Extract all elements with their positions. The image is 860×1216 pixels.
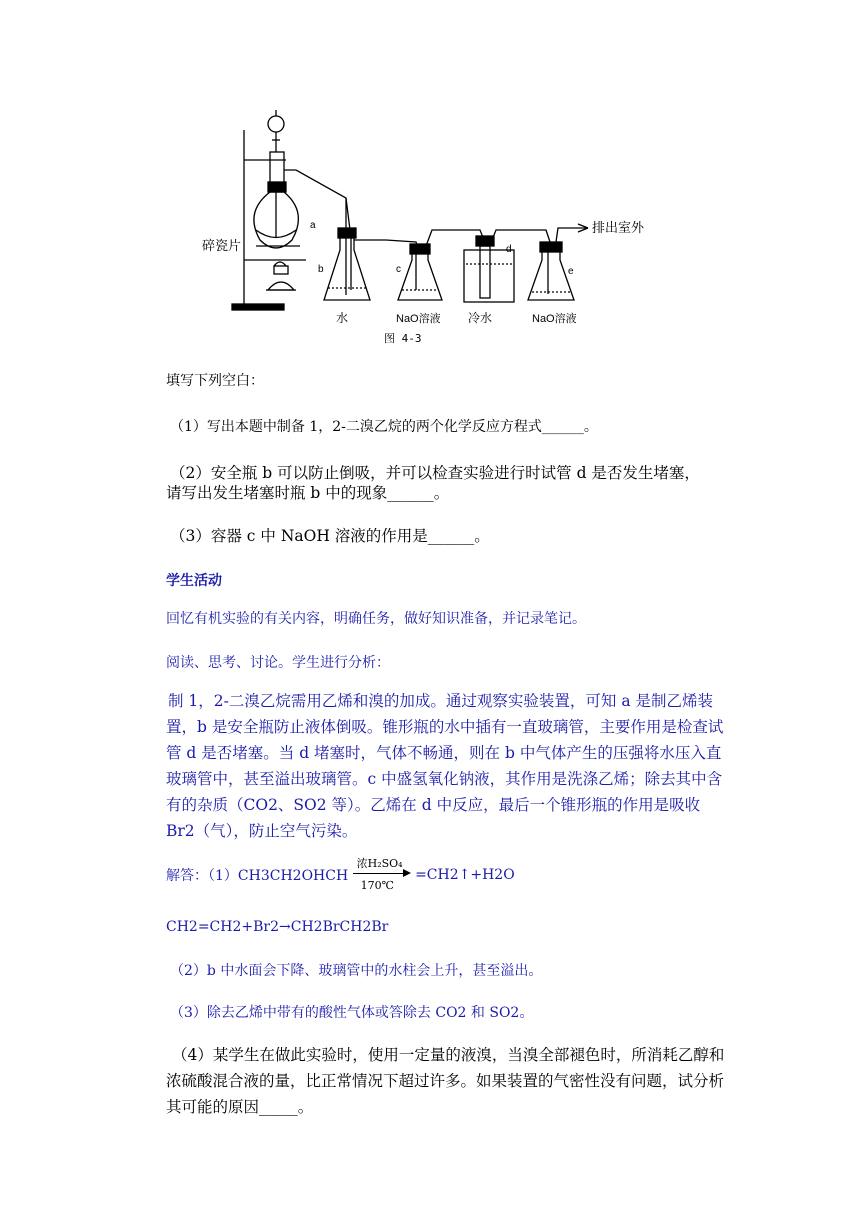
question-1: （1）写出本题中制备 1，2-二溴乙烷的两个化学反应方程式______。 xyxy=(170,419,598,435)
reaction-condition-bottom: 170℃ xyxy=(360,879,394,892)
answer-prefix: 解答：（1）CH3CH2OHCH xyxy=(166,868,349,884)
answer-3: （3）除去乙烯中带有的酸性气体或答除去 CO2 和 SO2。 xyxy=(170,1005,534,1021)
equation-2: CH2=CH2+Br2→CH2BrCH2Br xyxy=(166,919,389,935)
answer-product: =CH2↑+H2O xyxy=(415,867,515,883)
question-2-line-2: 请写出发生堵塞时瓶 b 中的现象______。 xyxy=(166,484,450,502)
question-2-line-1: （2）安全瓶 b 可以防止倒吸，并可以检查实验进行时试管 d 是否发生堵塞， xyxy=(170,464,700,482)
fill-blanks-instruction: 填写下列空白： xyxy=(166,373,264,389)
label-e: e xyxy=(568,266,574,277)
label-c: c xyxy=(396,264,401,275)
label-naoh-e: NaO溶液 xyxy=(532,313,577,325)
reaction-condition-top: 浓H₂SO₄ xyxy=(356,857,403,870)
question-4: （4）某学生在做此实验时，使用一定量的液溴，当溴全部褪色时，所消耗乙醇和浓硫酸混合液的量，比正常情况下超过许多。如果装置的气密性没有问题，试分析其可能的原因_____。 xyxy=(166,1046,725,1116)
label-fragments: 碎瓷片 xyxy=(202,238,242,253)
reaction-arrow xyxy=(353,855,411,895)
apparatus-diagram xyxy=(196,100,645,352)
read-line: 阅读、思考、讨论。学生进行分析： xyxy=(166,655,390,671)
equation-1 xyxy=(166,855,515,895)
label-exhaust: 排出室外 xyxy=(592,220,645,235)
label-water: 水 xyxy=(336,311,349,325)
label-b: b xyxy=(318,264,324,275)
label-d: d xyxy=(506,244,512,255)
student-activity-heading: 学生活动 xyxy=(166,573,222,589)
question-3: （3）容器 c 中 NaOH 溶液的作用是______。 xyxy=(170,527,490,545)
figure-caption: 图 4-3 xyxy=(384,332,422,345)
label-cold-water: 冷水 xyxy=(468,311,493,325)
label-naoh-c: NaO溶液 xyxy=(396,313,441,325)
answer-2: （2）b 中水面会下降、玻璃管中的水柱会上升，甚至溢出。 xyxy=(170,963,543,979)
label-a: a xyxy=(310,220,316,231)
recall-line: 回忆有机实验的有关内容，明确任务，做好知识准备，并记录笔记。 xyxy=(166,611,586,627)
analysis-paragraph: 制 1，2-二溴乙烷需用乙烯和溴的加成。通过观察实验装置，可知 a 是制乙烯装置，b 是安全瓶防止液体倒吸。锥形瓶的水中插有一直玻璃管，主要作用是检查试管 d 是否堵塞。当 d 堵塞时，气体不畅通，则在 b 中气体产生的压强将水压入直玻璃管中，甚至溢出玻璃管。c 中盛氢氧化钠液，其作用是洗涤乙烯；除去其中含有的杂质（CO2、SO2 等）。乙烯在 d 中反应，最后一个锥形瓶的作用是吸收 Br2（气），防止空气污染。 xyxy=(166,692,724,840)
apparatus-figure xyxy=(196,100,645,352)
